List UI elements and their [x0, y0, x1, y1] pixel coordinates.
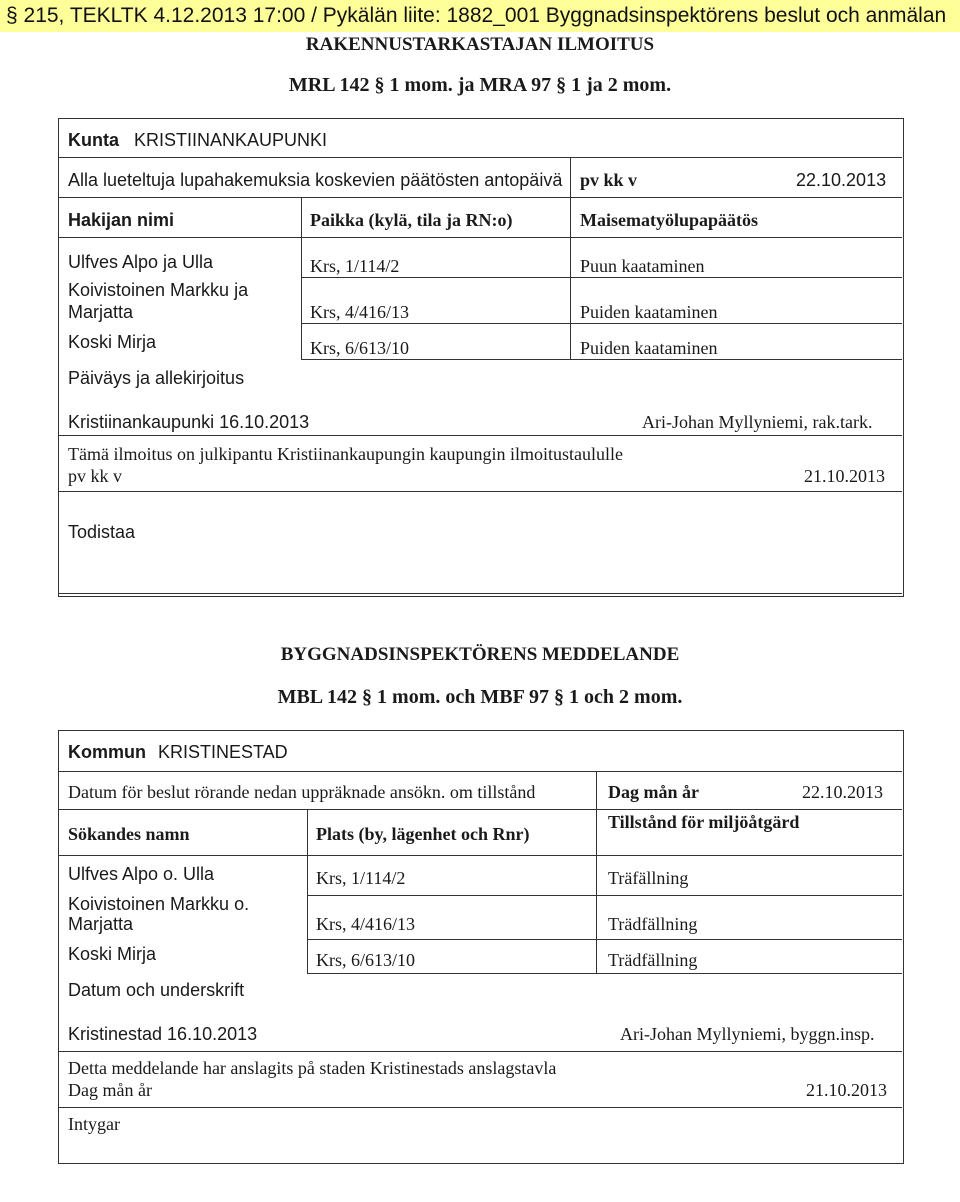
fi-title: RAKENNUSTARKASTAJAN ILMOITUS	[305, 34, 655, 55]
fi-certify-label: Todistaa	[68, 522, 136, 542]
fi-row1-name: Ulfves Alpo ja Ulla	[68, 252, 214, 272]
sv-sign-place-date: Kristinestad 16.10.2013	[68, 1024, 258, 1044]
document-header-bar: § 215, TEKLTK 4.12.2013 17:00 / Pykälän liite: 1882_001 Byggnadsinspektörens beslut och anmälan	[0, 0, 960, 32]
sv-signer: Ari-Johan Myllyniemi, byggn.insp.	[620, 1024, 875, 1044]
sv-publish-date-label: Dag mån år	[68, 1080, 152, 1100]
fi-row1-decision: Puun kaataminen	[580, 256, 705, 276]
fi-row2-place: Krs, 4/416/13	[310, 302, 409, 322]
sv-row1-place: Krs, 1/114/2	[316, 868, 406, 888]
fi-signature-label: Päiväys ja allekirjoitus	[68, 368, 245, 388]
fi-publish-text: Tämä ilmoitus on julkipantu Kristiinankaupungin kaupungin ilmoitustaululle	[68, 444, 623, 464]
fi-row3-place: Krs, 6/613/10	[310, 338, 409, 358]
fi-decision-label: Alla lueteltuja lupahakemuksia koskevien päätösten antopäivä	[68, 170, 563, 190]
sv-certify-label: Intygar	[68, 1114, 120, 1134]
sv-row2-place: Krs, 4/416/13	[316, 914, 415, 934]
sv-row2-name-line2: Marjatta	[68, 914, 134, 934]
sv-col-header-name: Sökandes namn	[68, 824, 190, 844]
sv-date-label: Dag mån år	[608, 782, 699, 802]
sv-row3-name: Koski Mirja	[68, 944, 157, 964]
fi-signer: Ari-Johan Myllyniemi, rak.tark.	[642, 412, 873, 432]
sv-row3-place: Krs, 6/613/10	[316, 950, 415, 970]
sv-col-header-place: Plats (by, lägenhet och Rnr)	[316, 824, 530, 844]
sv-kommun-label: Kommun	[68, 742, 146, 762]
sv-row2-decision: Trädfällning	[608, 914, 698, 934]
sv-kommun-value: KRISTINESTAD	[158, 742, 288, 762]
sv-row2-name-line1: Koivistoinen Markku o.	[68, 894, 250, 914]
fi-decision-date: 22.10.2013	[796, 170, 887, 190]
fi-row2-decision: Puiden kaataminen	[580, 302, 718, 322]
sv-decision-date: 22.10.2013	[802, 782, 883, 802]
fi-col-header-place: Paikka (kylä, tila ja RN:o)	[310, 210, 513, 230]
fi-subtitle: MRL 142 § 1 mom. ja MRA 97 § 1 ja 2 mom.	[288, 74, 672, 96]
sv-publish-date: 21.10.2013	[806, 1080, 887, 1100]
fi-sign-place-date: Kristiinankaupunki 16.10.2013	[68, 412, 310, 432]
fi-col-header-name: Hakijan nimi	[68, 210, 175, 230]
fi-row3-decision: Puiden kaataminen	[580, 338, 718, 358]
fi-publish-date-label: pv kk v	[68, 466, 122, 486]
fi-row3-name: Koski Mirja	[68, 332, 157, 352]
sv-title: BYGGNADSINSPEKTÖRENS MEDDELANDE	[280, 644, 680, 665]
sv-row3-decision: Trädfällning	[608, 950, 698, 970]
sv-row1-decision: Träfällning	[608, 868, 689, 888]
sv-signature-label: Datum och underskrift	[68, 980, 245, 1000]
sv-decision-label: Datum för beslut rörande nedan uppräknade ansökn. om tillstånd	[68, 782, 536, 802]
fi-row2-name-line1: Koivistoinen Markku ja	[68, 280, 249, 300]
fi-row1-place: Krs, 1/114/2	[310, 256, 400, 276]
fi-kunta-value: KRISTIINANKAUPUNKI	[134, 130, 328, 150]
sv-subtitle: MBL 142 § 1 mom. och MBF 97 § 1 och 2 mom.	[277, 686, 683, 708]
sv-publish-text: Detta meddelande har anslagits på staden Kristinestads anslagstavla	[68, 1058, 557, 1078]
fi-row2-name-line2: Marjatta	[68, 302, 134, 322]
fi-kunta-label: Kunta	[68, 130, 119, 150]
fi-publish-date: 21.10.2013	[804, 466, 885, 486]
sv-row1-name: Ulfves Alpo o. Ulla	[68, 864, 215, 884]
fi-col-header-decision: Maisematyölupapäätös	[580, 210, 759, 230]
sv-col-header-decision: Tillstånd för miljöåtgärd	[608, 812, 800, 832]
fi-date-label: pv kk v	[580, 170, 638, 190]
